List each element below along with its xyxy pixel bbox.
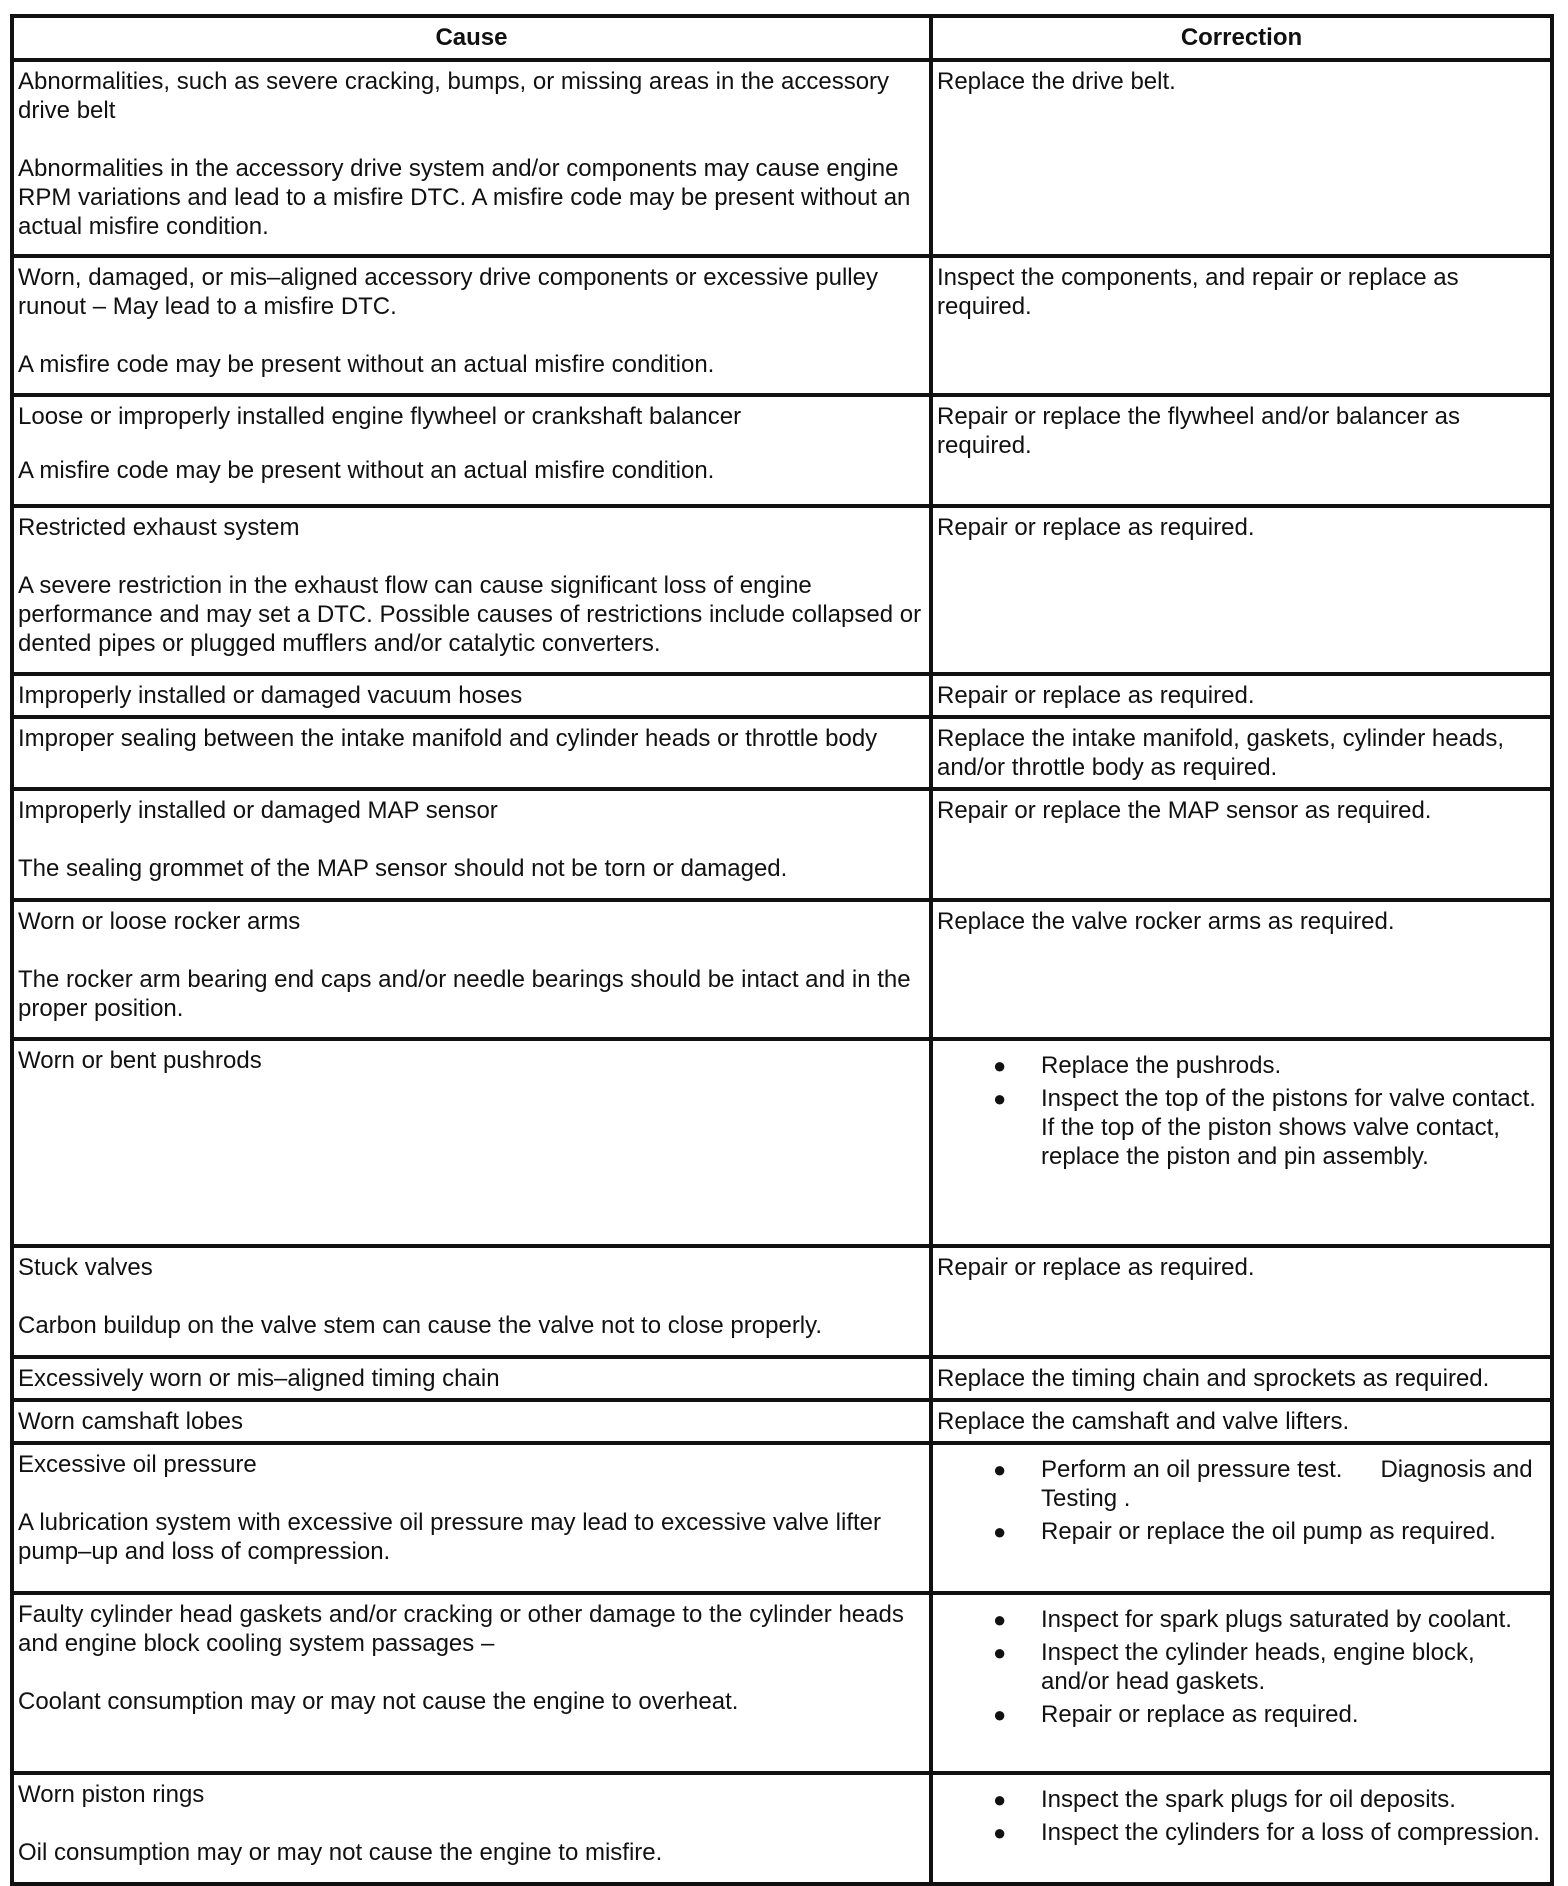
- bullet-icon: ●: [993, 1053, 1007, 1078]
- list-item: ● Inspect the cylinder heads, engine block, and/or head gaskets.: [993, 1639, 1475, 1695]
- correction-text: Replace the drive belt.: [937, 68, 1176, 95]
- cause-text: Improperly installed or damaged MAP sensor: [18, 797, 498, 824]
- table-row: [12, 1246, 1552, 1357]
- cause-note: Carbon buildup on the valve stem can cause the valve not to close properly.: [18, 1312, 823, 1339]
- correction-cell: [931, 1400, 1552, 1443]
- table-row: [12, 789, 1552, 900]
- cause-text: Worn or loose rocker arms: [18, 908, 301, 935]
- correction-cell: [931, 1246, 1552, 1357]
- correction-text: Repair or replace as required.: [937, 1254, 1255, 1281]
- list-item: ● Repair or replace the oil pump as required.: [993, 1518, 1496, 1545]
- cause-cell: [12, 1246, 931, 1357]
- table-row: [12, 395, 1552, 506]
- cause-text: Restricted exhaust system: [18, 514, 300, 541]
- correction-cell: [931, 1357, 1552, 1400]
- bullet-icon: ●: [993, 1640, 1007, 1665]
- cause-text: Improperly installed or damaged vacuum hoses: [18, 682, 523, 709]
- list-item: ● Perform an oil pressure test. Diagnosis and Testing .: [993, 1456, 1533, 1512]
- correction-cell: [931, 900, 1552, 1039]
- cause-note: A misfire code may be present without an actual misfire condition.: [18, 457, 715, 484]
- bullet-icon: ●: [993, 1607, 1007, 1632]
- table-row: [12, 506, 1552, 674]
- cause-cell: [12, 1443, 931, 1593]
- table-row: [12, 1039, 1552, 1246]
- correction-bullet-list: [937, 1455, 1547, 1546]
- correction-text: Repair or replace as required.: [937, 514, 1255, 541]
- cause-text: Worn or bent pushrods: [18, 1047, 262, 1074]
- list-item: ● Inspect for spark plugs saturated by coolant.: [993, 1606, 1512, 1633]
- cause-cell: [12, 506, 931, 674]
- cause-cell: [12, 1773, 931, 1884]
- cause-cell: [12, 395, 931, 506]
- cause-text: Faulty cylinder head gaskets and/or cracking or other damage to the cylinder heads and engine block cooling system passages –: [18, 1601, 904, 1657]
- bullet-icon: ●: [993, 1820, 1007, 1845]
- correction-cell: [931, 789, 1552, 900]
- table-row: [12, 1357, 1552, 1400]
- table-row: [12, 1773, 1552, 1884]
- table-row: [12, 717, 1552, 789]
- correction-cell: [931, 1593, 1552, 1773]
- cause-note: A lubrication system with excessive oil pressure may lead to excessive valve lifter pump–up and loss of compression.: [18, 1509, 882, 1565]
- correction-text: Inspect the components, and repair or replace as required.: [937, 264, 1459, 320]
- bullet-icon: ●: [993, 1457, 1007, 1482]
- list-item: ● Inspect the cylinders for a loss of compression.: [993, 1819, 1540, 1846]
- correction-text: Replace the valve rocker arms as required.: [937, 908, 1395, 935]
- correction-cell: [931, 506, 1552, 674]
- cause-note: A misfire code may be present without an actual misfire condition.: [18, 351, 715, 378]
- cause-note: The rocker arm bearing end caps and/or needle bearings should be intact and in the proper position.: [18, 966, 911, 1022]
- table-row: [12, 1593, 1552, 1773]
- bullet-icon: ●: [993, 1519, 1007, 1544]
- correction-bullet-list: [937, 1785, 1547, 1847]
- cause-text: Excessive oil pressure: [18, 1451, 257, 1478]
- cause-cell: [12, 1039, 931, 1246]
- cause-cell: [12, 1593, 931, 1773]
- cause-cell: [12, 60, 931, 256]
- table-row: [12, 1400, 1552, 1443]
- correction-cell: [931, 1773, 1552, 1884]
- correction-column-header: Correction: [931, 16, 1552, 60]
- cause-cell: [12, 789, 931, 900]
- bullet-icon: ●: [993, 1787, 1007, 1812]
- cause-text: Worn camshaft lobes: [18, 1408, 243, 1435]
- cause-note: Coolant consumption may or may not cause the engine to overheat.: [18, 1688, 739, 1715]
- cause-cell: [12, 256, 931, 395]
- table-row: [12, 60, 1552, 256]
- list-item: ● Repair or replace as required.: [993, 1701, 1359, 1728]
- table-row: [12, 900, 1552, 1039]
- cause-text: Stuck valves: [18, 1254, 153, 1281]
- table-header-row: [12, 16, 1552, 60]
- correction-cell: [931, 395, 1552, 506]
- correction-cell: [931, 60, 1552, 256]
- cause-text: Worn, damaged, or mis–aligned accessory drive components or excessive pulley runout – May lead to a misfire DTC.: [18, 264, 878, 320]
- bullet-icon: ●: [993, 1702, 1007, 1727]
- reference-link[interactable]: Diagnosis and Testing .: [1041, 1456, 1533, 1512]
- cause-text: Worn piston rings: [18, 1781, 205, 1808]
- cause-text: Abnormalities, such as severe cracking, bumps, or missing areas in the accessory drive belt: [18, 68, 890, 124]
- correction-text: Repair or replace the MAP sensor as required.: [937, 797, 1432, 824]
- list-item: ● Inspect the spark plugs for oil deposits.: [993, 1786, 1456, 1813]
- cause-column-header: Cause: [12, 16, 931, 60]
- cause-note: A severe restriction in the exhaust flow can cause significant loss of engine performance and may set a DTC. Possible causes of restrictions include collapsed or dented pipes or plugged mufflers and/or catalytic converters.: [18, 572, 922, 657]
- cause-note: Abnormalities in the accessory drive system and/or components may cause engine RPM variations and lead to a misfire DTC. A misfire code may be present without an actual misfire condition.: [18, 155, 911, 240]
- correction-bullet-list: [937, 1605, 1547, 1729]
- correction-text: Replace the camshaft and valve lifters.: [937, 1408, 1350, 1435]
- correction-text: Replace the timing chain and sprockets as required.: [937, 1365, 1490, 1392]
- correction-text: Replace the intake manifold, gaskets, cylinder heads, and/or throttle body as required.: [937, 725, 1504, 781]
- correction-cell: [931, 1443, 1552, 1593]
- cause-text: Loose or improperly installed engine flywheel or crankshaft balancer: [18, 403, 742, 430]
- list-item: ● Replace the pushrods.: [993, 1052, 1282, 1079]
- cause-note: The sealing grommet of the MAP sensor should not be torn or damaged.: [18, 855, 788, 882]
- correction-text: Repair or replace as required.: [937, 682, 1255, 709]
- cause-text: Excessively worn or mis–aligned timing chain: [18, 1365, 500, 1392]
- list-item: ● Inspect the top of the pistons for valve contact. If the top of the piston shows valve contact, replace the piston and pin assembly.: [993, 1085, 1536, 1170]
- cause-cell: [12, 674, 931, 717]
- correction-bullet-list: [937, 1051, 1547, 1171]
- cause-cell: [12, 900, 931, 1039]
- cause-note: Oil consumption may or may not cause the engine to misfire.: [18, 1839, 663, 1866]
- table-row: [12, 674, 1552, 717]
- correction-cell: [931, 717, 1552, 789]
- table-row: [12, 1443, 1552, 1593]
- cause-cell: [12, 1357, 931, 1400]
- table-row: [12, 256, 1552, 395]
- correction-text: Repair or replace the flywheel and/or balancer as required.: [937, 403, 1460, 459]
- diagnosis-table: [10, 14, 1554, 1886]
- bullet-icon: ●: [993, 1086, 1007, 1111]
- cause-cell: [12, 717, 931, 789]
- correction-cell: [931, 1039, 1552, 1246]
- cause-text: Improper sealing between the intake manifold and cylinder heads or throttle body: [18, 725, 878, 752]
- cause-cell: [12, 1400, 931, 1443]
- correction-cell: [931, 256, 1552, 395]
- correction-cell: [931, 674, 1552, 717]
